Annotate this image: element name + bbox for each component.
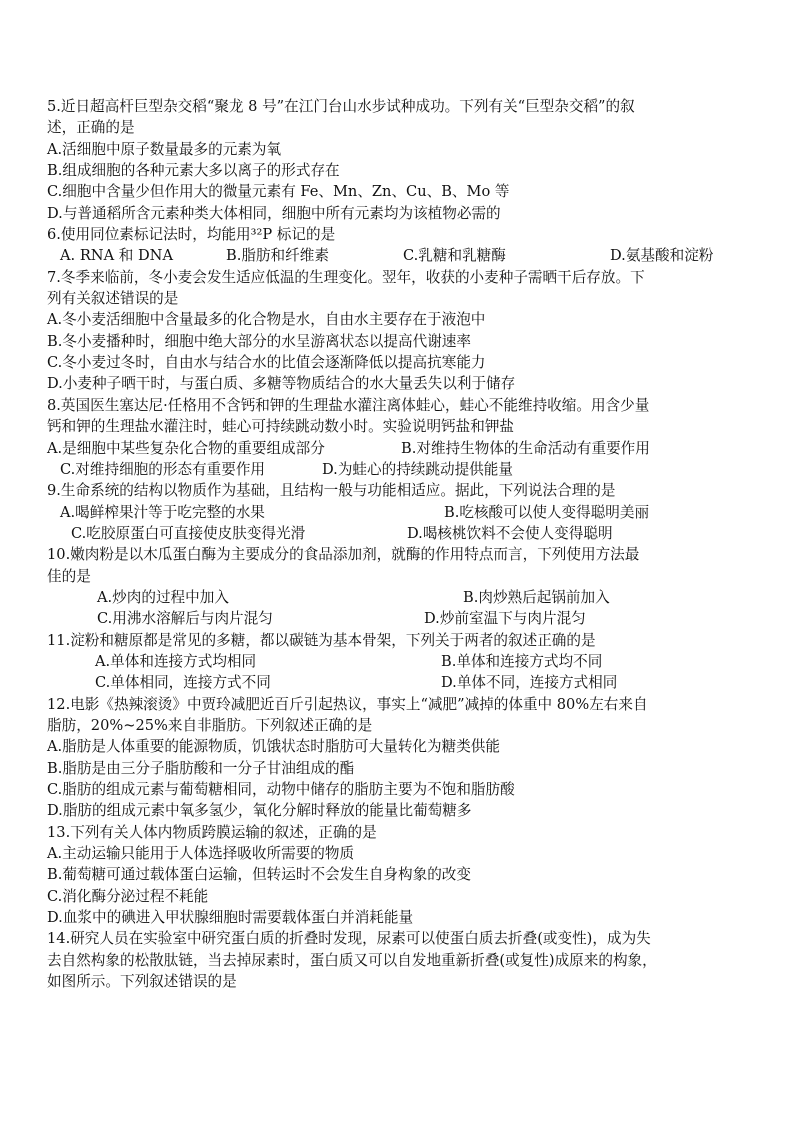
- option-a: A.活细胞中原子数量最多的元素为氧: [47, 140, 282, 158]
- options-row: [47, 587, 759, 608]
- option-b: B.脂肪是由三分子脂肪酸和一分子甘油组成的酯: [47, 759, 355, 777]
- option-a: A.是细胞中某些复杂化合物的重要组成部分: [47, 439, 325, 457]
- question-stem: 11.淀粉和糖原都是常见的多糖，都以碳链为基本骨架，下列关于两者的叙述正确的是: [47, 631, 596, 649]
- option-d: D.氨基酸和淀粉: [610, 247, 714, 265]
- question-stem: 8.英国医生塞达尼·任格用不含钙和钾的生理盐水灌注离体蛙心，蛙心不能维持收缩。用含少量: [47, 396, 650, 414]
- option-c: C.单体相同，连接方式不同: [95, 674, 271, 692]
- question-stem: 7.冬季来临前，冬小麦会发生适应低温的生理变化。翌年，收获的小麦种子需晒干后存放。下: [47, 268, 645, 286]
- option-b: B.冬小麦播种时，细胞中绝大部分的水呈游离状态以提高代谢速率: [47, 332, 471, 350]
- question-7: [47, 267, 759, 395]
- option-c: C.脂肪的组成元素与葡萄糖相同，动物中储存的脂肪主要为不饱和脂肪酸: [47, 781, 515, 798]
- option-a: A.冬小麦活细胞中含量最多的化合物是水，自由水主要存在于液泡中: [47, 311, 486, 329]
- question-stem: 6.使用同位素标记法时，均能用³²P 标记的是: [47, 226, 336, 244]
- option-d: D.喝核桃饮料不会使人变得聪明: [407, 524, 613, 542]
- question-stem: 14.研究人员在实验室中研究蛋白质的折叠时发现，尿素可以使蛋白质去折叠(或变性)，成为失: [47, 930, 651, 948]
- option-b: B.组成细胞的各种元素大多以离子的形式存在: [47, 162, 340, 180]
- question-stem: 10.嫩肉粉是以木瓜蛋白酶为主要成分的食品添加剂，就酶的作用特点而言，下列使用方法最: [47, 546, 640, 564]
- question-11: [47, 630, 759, 694]
- options-row: [47, 502, 759, 523]
- option-a: A.主动运输只能用于人体选择吸收所需要的物质: [47, 845, 355, 863]
- question-13: [47, 822, 759, 929]
- option-a: A. RNA 和 DNA: [60, 247, 173, 265]
- options-row: [47, 608, 759, 629]
- question-stem: 钙和钾的生理盐水灌注时，蛙心可持续跳动数小时。实验说明钙盐和钾盐: [47, 418, 515, 436]
- option-c: C.乳糖和乳糖酶: [403, 247, 506, 265]
- option-d: D.为蛙心的持续跳动提供能量: [322, 460, 513, 478]
- options-row: [47, 523, 759, 544]
- option-c: C.细胞中含量少但作用大的微量元素有 Fe、Mn、Zn、Cu、B、Mo 等: [47, 183, 510, 201]
- question-stem: 如图所示。下列叙述错误的是: [47, 973, 237, 991]
- question-stem: 述，正确的是: [47, 119, 135, 137]
- option-b: B.葡萄糖可通过载体蛋白运输，但转运时不会发生自身构象的改变: [47, 866, 471, 884]
- question-stem: 去自然构象的松散肽链，当去掉尿素时，蛋白质又可以自发地重新折叠(或复性)成原来的构象，: [47, 951, 657, 969]
- question-5: [47, 96, 759, 224]
- question-8: [47, 395, 759, 480]
- question-stem: 佳的是: [47, 567, 91, 585]
- question-10: [47, 544, 759, 629]
- option-d: D.小麦种子晒干时，与蛋白质、多糖等物质结合的水大量丢失以利于储存: [47, 375, 516, 393]
- option-b: B.单体和连接方式均不同: [441, 652, 603, 670]
- option-d: D.与普通稻所含元素种类大体相同，细胞中所有元素均为该植物必需的: [47, 204, 501, 222]
- option-c: C.吃胶原蛋白可直接使皮肤变得光滑: [71, 524, 306, 542]
- question-9: [47, 480, 759, 544]
- option-a: A.炒肉的过程中加入: [97, 588, 229, 606]
- option-b: B.脂肪和纤维素: [226, 247, 329, 265]
- option-d: D.血浆中的碘进入甲状腺细胞时需要载体蛋白并消耗能量: [47, 909, 414, 927]
- options-row: [47, 651, 759, 672]
- options-row: [47, 459, 759, 480]
- option-c: C.冬小麦过冬时，自由水与结合水的比值会逐渐降低以提高抗寒能力: [47, 354, 486, 372]
- options-row: [47, 672, 759, 693]
- question-6: [47, 224, 759, 267]
- options-row: [47, 438, 759, 459]
- option-a: A.喝鲜榨果汁等于吃完整的水果: [60, 503, 265, 521]
- option-a: A.单体和连接方式均相同: [95, 652, 257, 670]
- question-12: [47, 694, 759, 822]
- option-c: C.对维持细胞的形态有重要作用: [60, 460, 266, 478]
- options-row: [47, 245, 759, 266]
- option-b: B.对维持生物体的生命活动有重要作用: [401, 439, 650, 457]
- question-stem: 列有关叙述错误的是: [47, 290, 179, 308]
- option-c: C.用沸水溶解后与肉片混匀: [97, 610, 273, 628]
- question-stem: 脂肪，20%~25%来自非脂肪。下列叙述正确的是: [47, 716, 373, 734]
- question-stem: 9.生命系统的结构以物质作为基础，且结构一般与功能相适应。据此，下列说法合理的是: [47, 482, 616, 500]
- option-b: B.吃核酸可以使人变得聪明美丽: [444, 503, 650, 521]
- option-a: A.脂肪是人体重要的能源物质，饥饿状态时脂肪可大量转化为糖类供能: [47, 738, 500, 756]
- option-d: D.单体不同，连接方式相同: [441, 674, 618, 692]
- option-b: B.肉炒熟后起锅前加入: [463, 588, 610, 606]
- question-stem: 12.电影《热辣滚烫》中贾玲减肥近百斤引起热议，事实上“减肥”减掉的体重中 80%左右来自: [47, 695, 648, 713]
- question-stem: 13.下列有关人体内物质跨膜运输的叙述，正确的是: [47, 823, 377, 841]
- question-14: [47, 928, 759, 992]
- exam-page: [47, 96, 759, 992]
- question-stem: 5.近日超高杆巨型杂交稻“聚龙 8 号”在江门台山水步试种成功。下列有关“巨型杂交稻”的叙: [47, 98, 635, 115]
- option-d: D.脂肪的组成元素中氧多氢少，氧化分解时释放的能量比葡萄糖多: [47, 802, 472, 820]
- option-d: D.炒前室温下与肉片混匀: [424, 610, 586, 628]
- option-c: C.消化酶分泌过程不耗能: [47, 887, 209, 905]
